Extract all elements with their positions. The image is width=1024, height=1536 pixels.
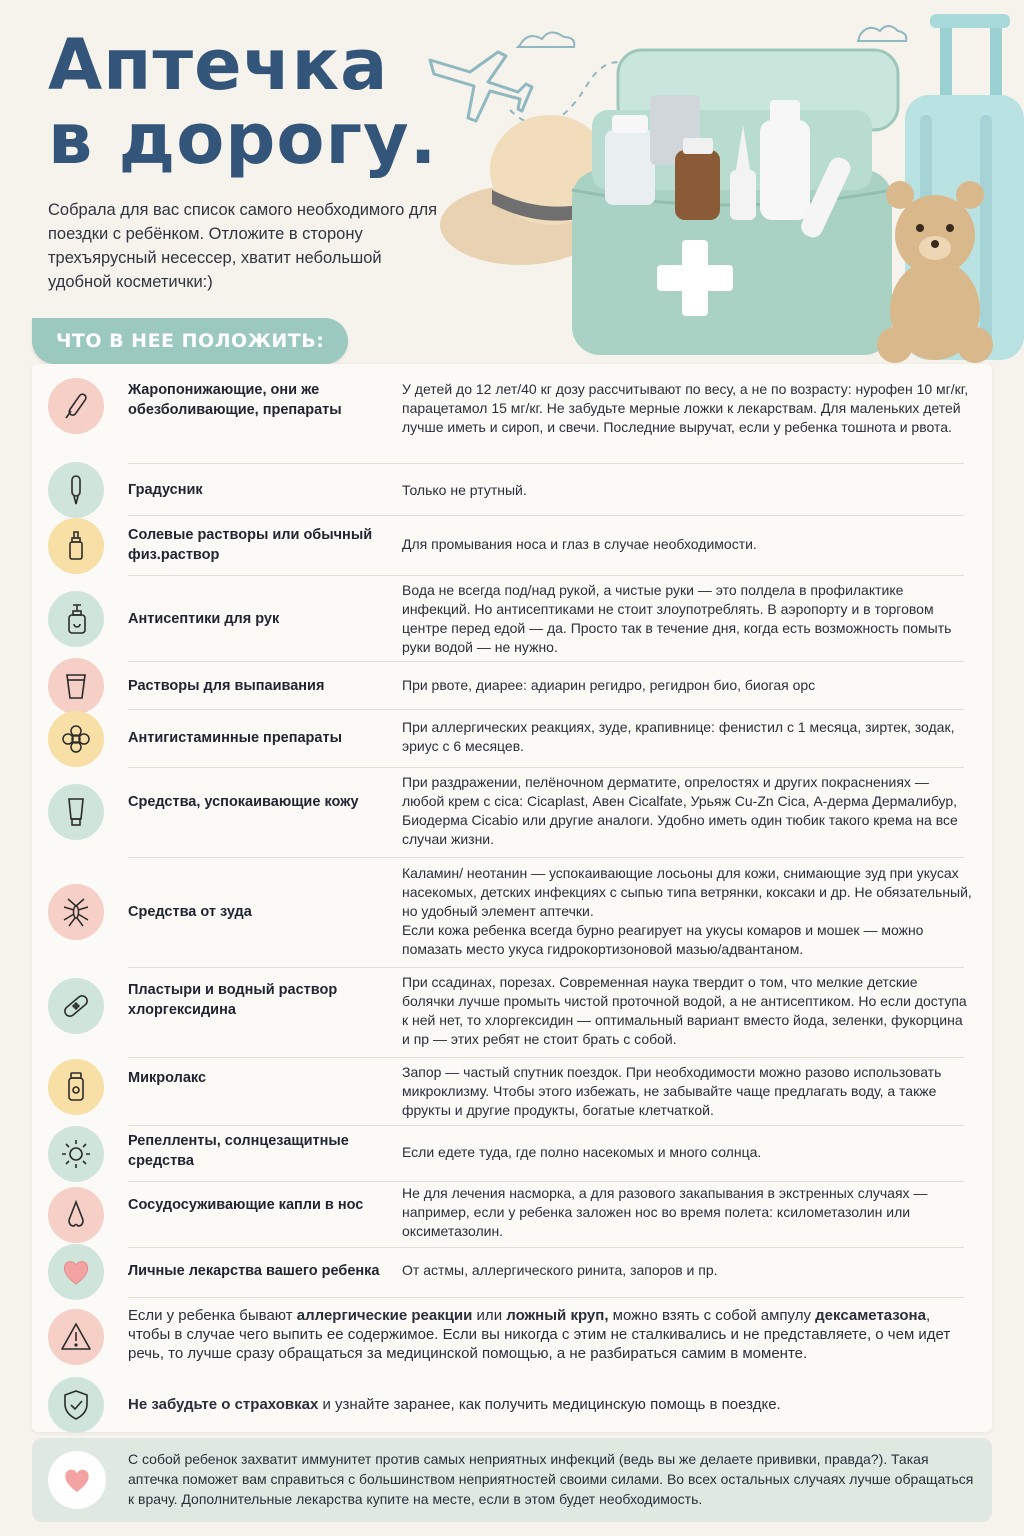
warning-icon [48,1309,104,1365]
list-item [32,858,992,968]
digital-thermometer-icon [48,462,104,518]
warning-note [32,1298,992,1378]
item-description: Только не ртутный. [402,482,527,498]
flower-icon [48,711,104,767]
cream-tube-icon [48,784,104,840]
list-item [32,516,992,576]
warning-text: Если у ребенка бывают аллергические реакции или ложный круп, можно взять с собой ампулу дексаметазона, чтобы в случае чего выпить ее содержимое. Если вы никогда с этим не сталкивались и не представляете, о чем идет речь, то лучше сразу обращаться за медицинской помощью, а не разбираться самим в моменте. [128,1307,951,1362]
thermometer-icon [48,378,104,434]
footer-text: С собой ребенок захватит иммунитет против самых неприятных инфекций (ведь вы же делаете прививки, правда?). Такая аптечка поможет вам справиться с большинством неприятностей своими силами. Во всех остальных случаях лучше обращаться к врачу. Дополнительные лекарства купите на месте, если в этом будет необходимость. [128,1451,974,1507]
item-name: Пластыри и водный раствор хлоргексидина [128,982,338,1018]
list-item [32,1058,992,1126]
section-heading: ЧТО В НЕЕ ПОЛОЖИТЬ: [32,318,348,364]
item-description: Каламин/ неотанин — успокаивающие лосьоны для кожи, снимающие зуд при укусах насекомых, детских инфекциях с сыпью типа ветрянки, коксаки и др. Не обязательный, но удобный элемент аптечки. Если кожа ребенка всегда бурно реагирует на укусы комаров и мошек — можно помазать место укуса гидрокортизоновой мазью/адвантаном. [402,865,972,957]
list-item [32,1182,992,1248]
heart-icon [48,1244,104,1300]
item-description: Не для лечения насморка, а для разового закапывания в экстренных случаях — например, если у ребенка заложен нос во время полета: ксилометазолин или оксиметазолин. [402,1185,928,1239]
list-item [32,576,992,662]
item-description: Запор — частый спутник поездок. При необходимости можно разово использовать микроклизму. Чтобы этого избежать, не забывайте чаще предлагать воду, а также фрукты и другие продукты, богатые клетчаткой. [402,1064,942,1118]
item-name: Антисептики для рук [128,611,280,627]
sun-icon [48,1126,104,1182]
list-item [32,968,992,1058]
insurance-note [32,1378,992,1432]
page-title [48,24,438,180]
item-description: При раздражении, пелёночном дерматите, опрелостях и других покраснениях — любой крем с cica: Cicaplast, Авен Cicalfate, Урьяж Cu-Zn Cica, А-дерма Дермалибур, Биодерма Cicabio или другие аналоги. Удобно иметь один тюбик такого крема на все случаи жизни. [402,774,958,847]
item-name: Сосудосуживающие капли в нос [128,1197,364,1213]
heart-icon [48,1451,106,1509]
item-name: Градусник [128,482,203,498]
checklist-card [32,364,992,1432]
item-description: При ссадинах, порезах. Современная наука твердит о том, что мелкие детские болячки лучше промыть чистой проточной водой, а не антисептиком. Но если доступа к ней нет, то хлоргексидин — оптимальный вариант вместо йода, зеленки, фукорцина и пр — этих ребят не стоит брать с собой. [402,974,967,1047]
title-line-1: Аптечка [48,24,389,106]
bandage-icon [48,978,104,1034]
item-name: Жаропонижающие, они же обезболивающие, препараты [128,382,342,418]
cup-icon [48,658,104,714]
title-line-2: в дорогу. [48,98,438,180]
sanitizer-bottle-icon [48,591,104,647]
insurance-text: Не забудьте о страховках и узнайте заранее, как получить медицинскую помощь в поездке. [128,1396,781,1413]
item-name: Антигистаминные препараты [128,730,342,746]
item-name: Репелленты, солнцезащитные средства [128,1133,349,1169]
list-item [32,1126,992,1182]
cloud-icon [518,26,906,47]
mosquito-icon [48,884,104,940]
item-description: Для промывания носа и глаз в случае необходимости. [402,536,757,552]
list-item [32,768,992,858]
medicine-bottle-icon [48,1059,104,1115]
list-item [32,662,992,710]
item-description: Если едете туда, где полно насекомых и много солнца. [402,1144,762,1160]
list-item [32,1248,992,1298]
airplane-icon [430,52,532,121]
list-item [32,364,992,464]
shield-check-icon [48,1377,104,1433]
item-name: Солевые растворы или обычный физ.раствор [128,527,373,563]
item-name: Средства от зуда [128,904,252,920]
footer-note [32,1438,992,1522]
item-name: Микролакс [128,1070,207,1086]
dropper-bottle-icon [48,518,104,574]
item-name: Средства, успокаивающие кожу [128,794,359,810]
item-name: Личные лекарства вашего ребенка [128,1263,380,1279]
item-description: У детей до 12 лет/40 кг дозу рассчитывают по весу, а не по возрасту: нурофен 10 мг/кг, парацетамол 15 мг/кг. Не забудьте мерные ложки к лекарствам. Для маленьких детей лучше иметь и сироп, и свечи. Последние выручат, если у ребенка тошнота и рвота. [402,381,969,435]
first-aid-kit-illustration [400,0,1024,370]
item-description: При рвоте, диарее: адиарин регидро, регидрон био, биогая орс [402,677,816,693]
item-description: Вода не всегда под/над рукой, а чистые руки — это полдела в профилактике инфекций. Но антисептиками не стоит злоупотреблять. В аэропорту и в торговом центре перед едой — да. Просто так в течение дня, когда есть возможность помыть руки водой — не нужно. [402,582,952,655]
intro-text: Собрала для вас список самого необходимого для поездки с ребёнком. Отложите в сторону трехъярусный несессер, хватит небольшой удобной косметички:) [48,201,438,291]
item-description: От астмы, аллергического ринита, запоров и пр. [402,1262,718,1278]
item-description: При аллергических реакциях, зуде, крапивнице: фенистил с 1 месяца, зиртек, зодак, эриус с 6 месяцев. [402,719,955,754]
list-item [32,464,992,516]
nose-icon [48,1187,104,1243]
list-item [32,710,992,768]
item-name: Растворы для выпаивания [128,678,325,694]
